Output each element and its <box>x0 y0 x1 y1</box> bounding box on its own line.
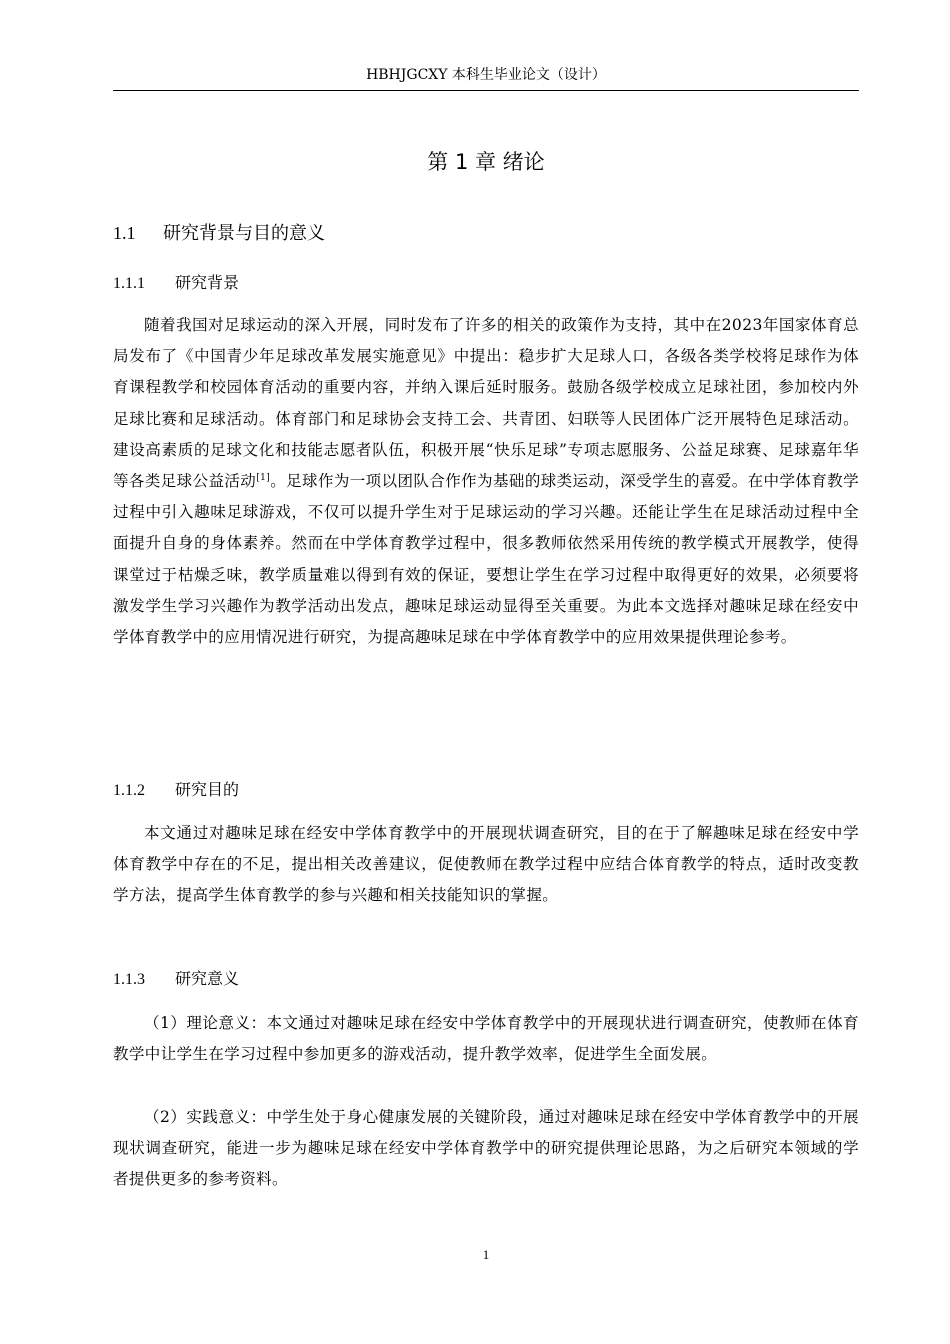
page-number: 1 <box>482 1247 490 1262</box>
subsection-number: 1.1.2 <box>113 782 145 799</box>
paragraph-text: 随着我国对足球运动的深入开展，同时发布了许多的相关的政策作为支持，其中在2023年国家体育总局发布了《中国青少年足球改革发展实施意见》中提出：稳步扩大足球人口，各级各类学校将足球作为体育课程教学和校园体育活动的重要内容，并纳入课后延时服务。鼓励各级学校成立足球社团，参加校内外足球比赛和足球活动。体育部门和足球协会支持工会、共青团、妇联等人民团体广泛开展特色足球活动。建设高素质的足球文化和技能志愿者队伍，积极开展“快乐足球”专项志愿服务、公益足球赛、足球嘉年华等各类足球公益活动 <box>113 316 859 491</box>
subsection-heading-1-1-2 <box>113 777 239 804</box>
running-header: HBHJGCXY 本科生毕业论文（设计） <box>366 67 606 83</box>
subsection-heading-1-1-3 <box>113 966 239 993</box>
citation-marker: [1] <box>256 472 271 483</box>
subsection-title: 研究背景 <box>175 273 240 292</box>
subsection-number: 1.1.3 <box>113 971 145 988</box>
subsection-title: 研究意义 <box>175 969 240 988</box>
paragraph-theoretical-significance: （1）理论意义：本文通过对趣味足球在经安中学体育教学中的开展现状进行调查研究，使教师在体育教学中让学生在学习过程中参加更多的游戏活动，提升教学效率，促进学生全面发展。 <box>113 1014 859 1064</box>
subsection-title: 研究目的 <box>175 780 240 799</box>
paragraph-practical-significance: （2）实践意义：中学生处于身心健康发展的关键阶段，通过对趣味足球在经安中学体育教学中的开展现状调查研究，能进一步为趣味足球在经安中学体育教学中的研究提供理论思路，为之后研究本领域的学者提供更多的参考资料。 <box>113 1108 859 1189</box>
section-number: 1.1 <box>113 223 136 243</box>
section-heading-1-1 <box>113 219 325 248</box>
section-title: 研究背景与目的意义 <box>163 223 325 244</box>
header-rule <box>113 90 859 91</box>
chapter-title: 第 1 章 绪论 <box>427 150 545 174</box>
paragraph-background <box>113 310 859 653</box>
paragraph-purpose: 本文通过对趣味足球在经安中学体育教学中的开展现状调查研究，目的在于了解趣味足球在经安中学体育教学中存在的不足，提出相关改善建议，促使教师在教学过程中应结合体育教学的特点，适时改变教学方法，提高学生体育教学的参与兴趣和相关技能知识的掌握。 <box>113 824 859 905</box>
paragraph-text: 。足球作为一项以团队合作作为基础的球类运动，深受学生的喜爱。在中学体育教学过程中引入趣味足球游戏，不仅可以提升学生对于足球运动的学习兴趣。还能让学生在足球活动过程中全面提升自身的身体素养。然而在中学体育教学过程中，很多教师依然采用传统的教学模式开展教学，使得课堂过于枯燥乏味，教学质量难以得到有效的保证，要想让学生在学习过程中取得更好的效果，必须要将激发学生学习兴趣作为教学活动出发点，趣味足球运动显得至关重要。为此本文选择对趣味足球在经安中学体育教学中的应用情况进行研究，为提高趣味足球在中学体育教学中的应用效果提供理论参考。 <box>113 472 859 647</box>
subsection-number: 1.1.1 <box>113 275 145 292</box>
subsection-heading-1-1-1 <box>113 270 239 297</box>
